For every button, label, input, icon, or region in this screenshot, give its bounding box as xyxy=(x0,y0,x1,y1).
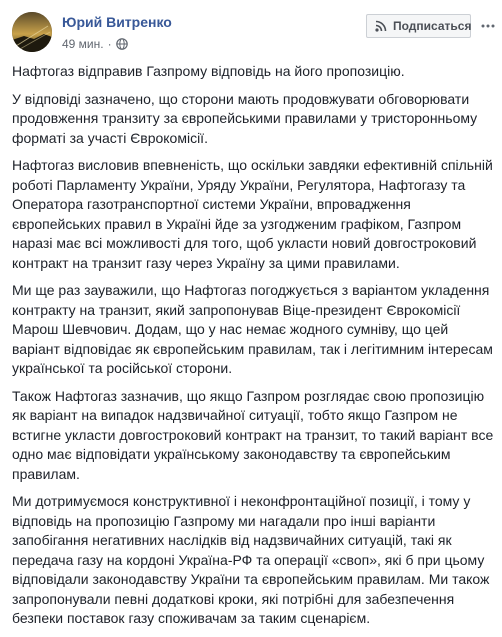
more-options-icon[interactable] xyxy=(480,18,496,34)
post-paragraph: Також Нафтогаз зазначив, що якщо Газпром розглядає свою пропозицію як варіант на випадок надзвичайної ситуації, тобто якщо Газпром не встигне укласти довгостроковий контракт на транзит, то такий варіант все одно має відповідати українському законодавству та європейським правилам. xyxy=(12,387,494,482)
avatar-image xyxy=(12,12,52,52)
post-paragraph: Ми ще раз зауважили, що Нафтогаз погоджується з варіантом укладення контракту на транзит, який запропонував Віце-президент Єврокомісії Марош Шевчович. Додам, що у нас немає жодного сумніву, що цей варіант відповідає як європейським правилам, так і легітимним інтересам української та російської сторони. xyxy=(12,282,493,376)
post-body xyxy=(12,62,496,637)
post-timestamp[interactable]: 49 мин. xyxy=(62,37,104,51)
subscribe-label: Подписаться xyxy=(393,19,472,33)
post-paragraph: Ми дотримуємося конструктивної і неконфронтаційної позиції, і тому у відповідь на пропозицію Газпрому ми нагадали про інші варіанти запобігання негативних наслідків від надзвичайних ситуацій, такі як передача газу на кордоні Україна-РФ та операції «своп», які б при цьому відповідали законодавству України та європейським правилам. Ми також запропонували певні додаткові кроки, які потрібні для забезпечення безпеки поставок газу споживачам за таким сценарієм. xyxy=(12,493,490,626)
globe-icon xyxy=(116,38,128,50)
post-paragraph: Нафтогаз відправив Газпрому відповідь на його пропозицію. xyxy=(12,63,405,79)
post-meta xyxy=(62,36,128,52)
author-avatar[interactable] xyxy=(12,12,52,52)
meta-separator: · xyxy=(107,37,112,51)
post-header xyxy=(0,0,502,60)
author-name[interactable]: Юрий Витренко xyxy=(62,14,172,30)
rss-icon xyxy=(375,20,387,32)
subscribe-button[interactable] xyxy=(366,14,471,38)
post-paragraph: У відповіді зазначено, що сторони мають продовжувати обговорювати продовження транзиту за європейськими правилами у тристоронньому форматі за участі Єврокомісії. xyxy=(12,90,478,146)
post-paragraph: Нафтогаз висловив впевненість, що оскільки завдяки ефективній спільній роботі Парламенту України, Уряду України, Регулятора, Нафтогазу та Оператора газотранспортної системи України, впровадження європейських правил в Україні йде за узгодженим графіком, Газпром наразі має всі можливості для того, щоб укласти новий довгостроковий контракт на транзит газу через Україну за цими правилами. xyxy=(12,157,493,271)
